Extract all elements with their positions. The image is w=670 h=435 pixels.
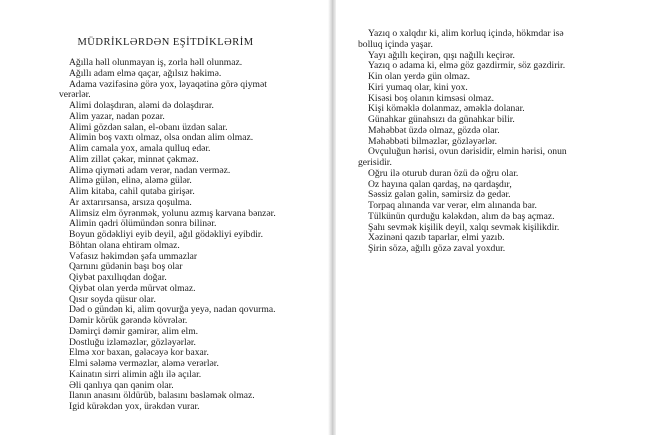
text-line: Qiybət paxıllıqdan doğar. (69, 273, 167, 283)
text-line: Vəfasız həkimdən şəfa ummazlar (69, 251, 198, 262)
text-line: Alim zillət çəkər, minnət çəkməz. (69, 154, 199, 165)
text-line: Alimə gülən, elinə, aləmə gülər. (69, 176, 192, 187)
text-line: Kiri yumaq olar, kini yox. (368, 82, 468, 93)
text-line: Kişi köməklə dolanmaz, əməklə dolanar. (368, 104, 525, 115)
text-line: Məhəbbəti bilməzlər, gözləyərlər. (368, 136, 498, 147)
text-line: Alim yazar, nadan pozar. (69, 111, 165, 122)
text-line: Səssiz gələn gəlin, səmirsiz də gedər. (368, 190, 511, 201)
text-line: Torpaq alınanda var verər, elm alınanda bar. (368, 201, 537, 211)
text-line: Dəmirçi dəmir gəmirər, alim elm. (69, 326, 199, 337)
text-line: bolluq içində yaşar. (358, 39, 433, 50)
text-line: Şirin sözə, ağıllı gözə zaval yoxdur. (368, 244, 506, 254)
text-line: Boyun gödəkliyi eyib deyil, ağıl gödəkliyi eyibdir. (69, 230, 263, 240)
text-line: Günahkar günahsızı da günahkar bilir. (368, 115, 515, 125)
text-line: Öz hayına qalan qardaş, nə qardaşdır, (368, 179, 512, 190)
text-line: Alimi gözdən salan, el-obanı üzdən salar. (69, 122, 228, 133)
text-line: Qarnını güdənin başı boş olar (69, 262, 183, 273)
left-page-text (59, 58, 299, 413)
text-line: Tülkünün qurduğu kələkdən, alım də baş açmaz. (368, 211, 555, 222)
text-line: Alimi dolaşdıran, aləmi də dolaşdırar. (69, 101, 214, 111)
text-line: verərlər. (59, 90, 91, 101)
text-line: Alimsiz elm öyrənmək, yolunu azmış karvana bənzər. (69, 208, 276, 219)
text-line: İgid kürəkdən yox, ürəkdən vurar. (69, 402, 200, 412)
text-line: Ar axtarırsansa, arsızа qoşulma. (69, 197, 192, 208)
text-line: Alimin qədri ölümündən sonra bilinər. (69, 219, 217, 230)
text-line: Kin olan yerdə gün olmaz. (368, 72, 471, 82)
text-line: Alimə qiyməti adam verər, nadan verməz. (69, 165, 231, 176)
text-line: Ağıllı adam elmə qaçar, ağılsız həkimə. (69, 68, 222, 79)
text-line: Əli qanlıya qan qənim olar. (69, 380, 174, 391)
text-line: Dəmir körük gərəndə kövrələr. (69, 316, 188, 326)
text-line: Qısır soyda qüsur olar. (69, 294, 156, 305)
text-line: Məhəbbət üzdə olmaz, gözdə olar. (368, 125, 500, 136)
text-line: Kisəsi boş olanın kimsəsi olmaz. (368, 93, 495, 104)
text-line: Ovçuluğun hərisi, ovun dərisidir, elmin hərisi, onun (368, 147, 567, 158)
text-line: Elmi sələmə verməzlər, aləmə verərlər. (69, 359, 219, 369)
text-line: Şahı sevmək kişilik deyil, xalqı sevmək kişilikdir. (368, 222, 560, 233)
text-line: Qiybət olan yerdə mürvət olmaz. (69, 283, 196, 294)
text-line: İlanın anasını öldürüb, balasını bəsləmək olmaz. (69, 391, 255, 402)
text-line: Kainatın sirri alimin ağlı ilə açılar. (69, 369, 202, 380)
text-line: gerisidir. (358, 158, 392, 168)
text-line: Yayı ağıllı keçirən, qışı nağıllı keçirər. (368, 50, 515, 61)
page-title: MÜDRİKLƏRDƏN EŞİTDİKLƏRİM (77, 37, 254, 48)
text-line: Xəzinəni qazıb taparlar, elmi yazıb. (368, 233, 505, 244)
text-line: Böhtan olana ehtiram olmaz. (69, 240, 180, 251)
text-line: Dostluğu izləməzlər, gözləyərlər. (69, 337, 196, 348)
text-line: Ağılla həll olunmayan iş, zorla həll olunmaz. (69, 58, 243, 68)
text-line: Yazıq o xalqdır ki, alim korluq içində, hökmdar isə (368, 29, 564, 39)
text-line: Oğru ilə oturub duran özü də oğru olar. (368, 168, 519, 179)
right-page-text (358, 29, 658, 255)
right-page (333, 0, 670, 435)
left-page (0, 0, 331, 435)
text-line: Alimin boş vaxtı olmaz, olsa ondan alim olmaz. (69, 133, 254, 144)
text-line: Dəd o gündən ki, alim qovurğa yeyə, nadan qovurma. (69, 305, 276, 316)
text-line: Alim kitaba, cahil qutaba girişər. (69, 187, 195, 197)
text-line: Elmə xor baxan, gələcəyə kor baxar. (69, 348, 209, 359)
text-line: Alim camala yox, amala qulluq edər. (69, 144, 211, 154)
text-line: Yazıq o adama ki, elmə göz gəzdirmir, söz gəzdirir. (368, 61, 566, 72)
book-gutter (328, 0, 336, 435)
text-line: Adama vəzifəsinə görə yox, ləyaqətinə görə qiymət (69, 79, 267, 90)
